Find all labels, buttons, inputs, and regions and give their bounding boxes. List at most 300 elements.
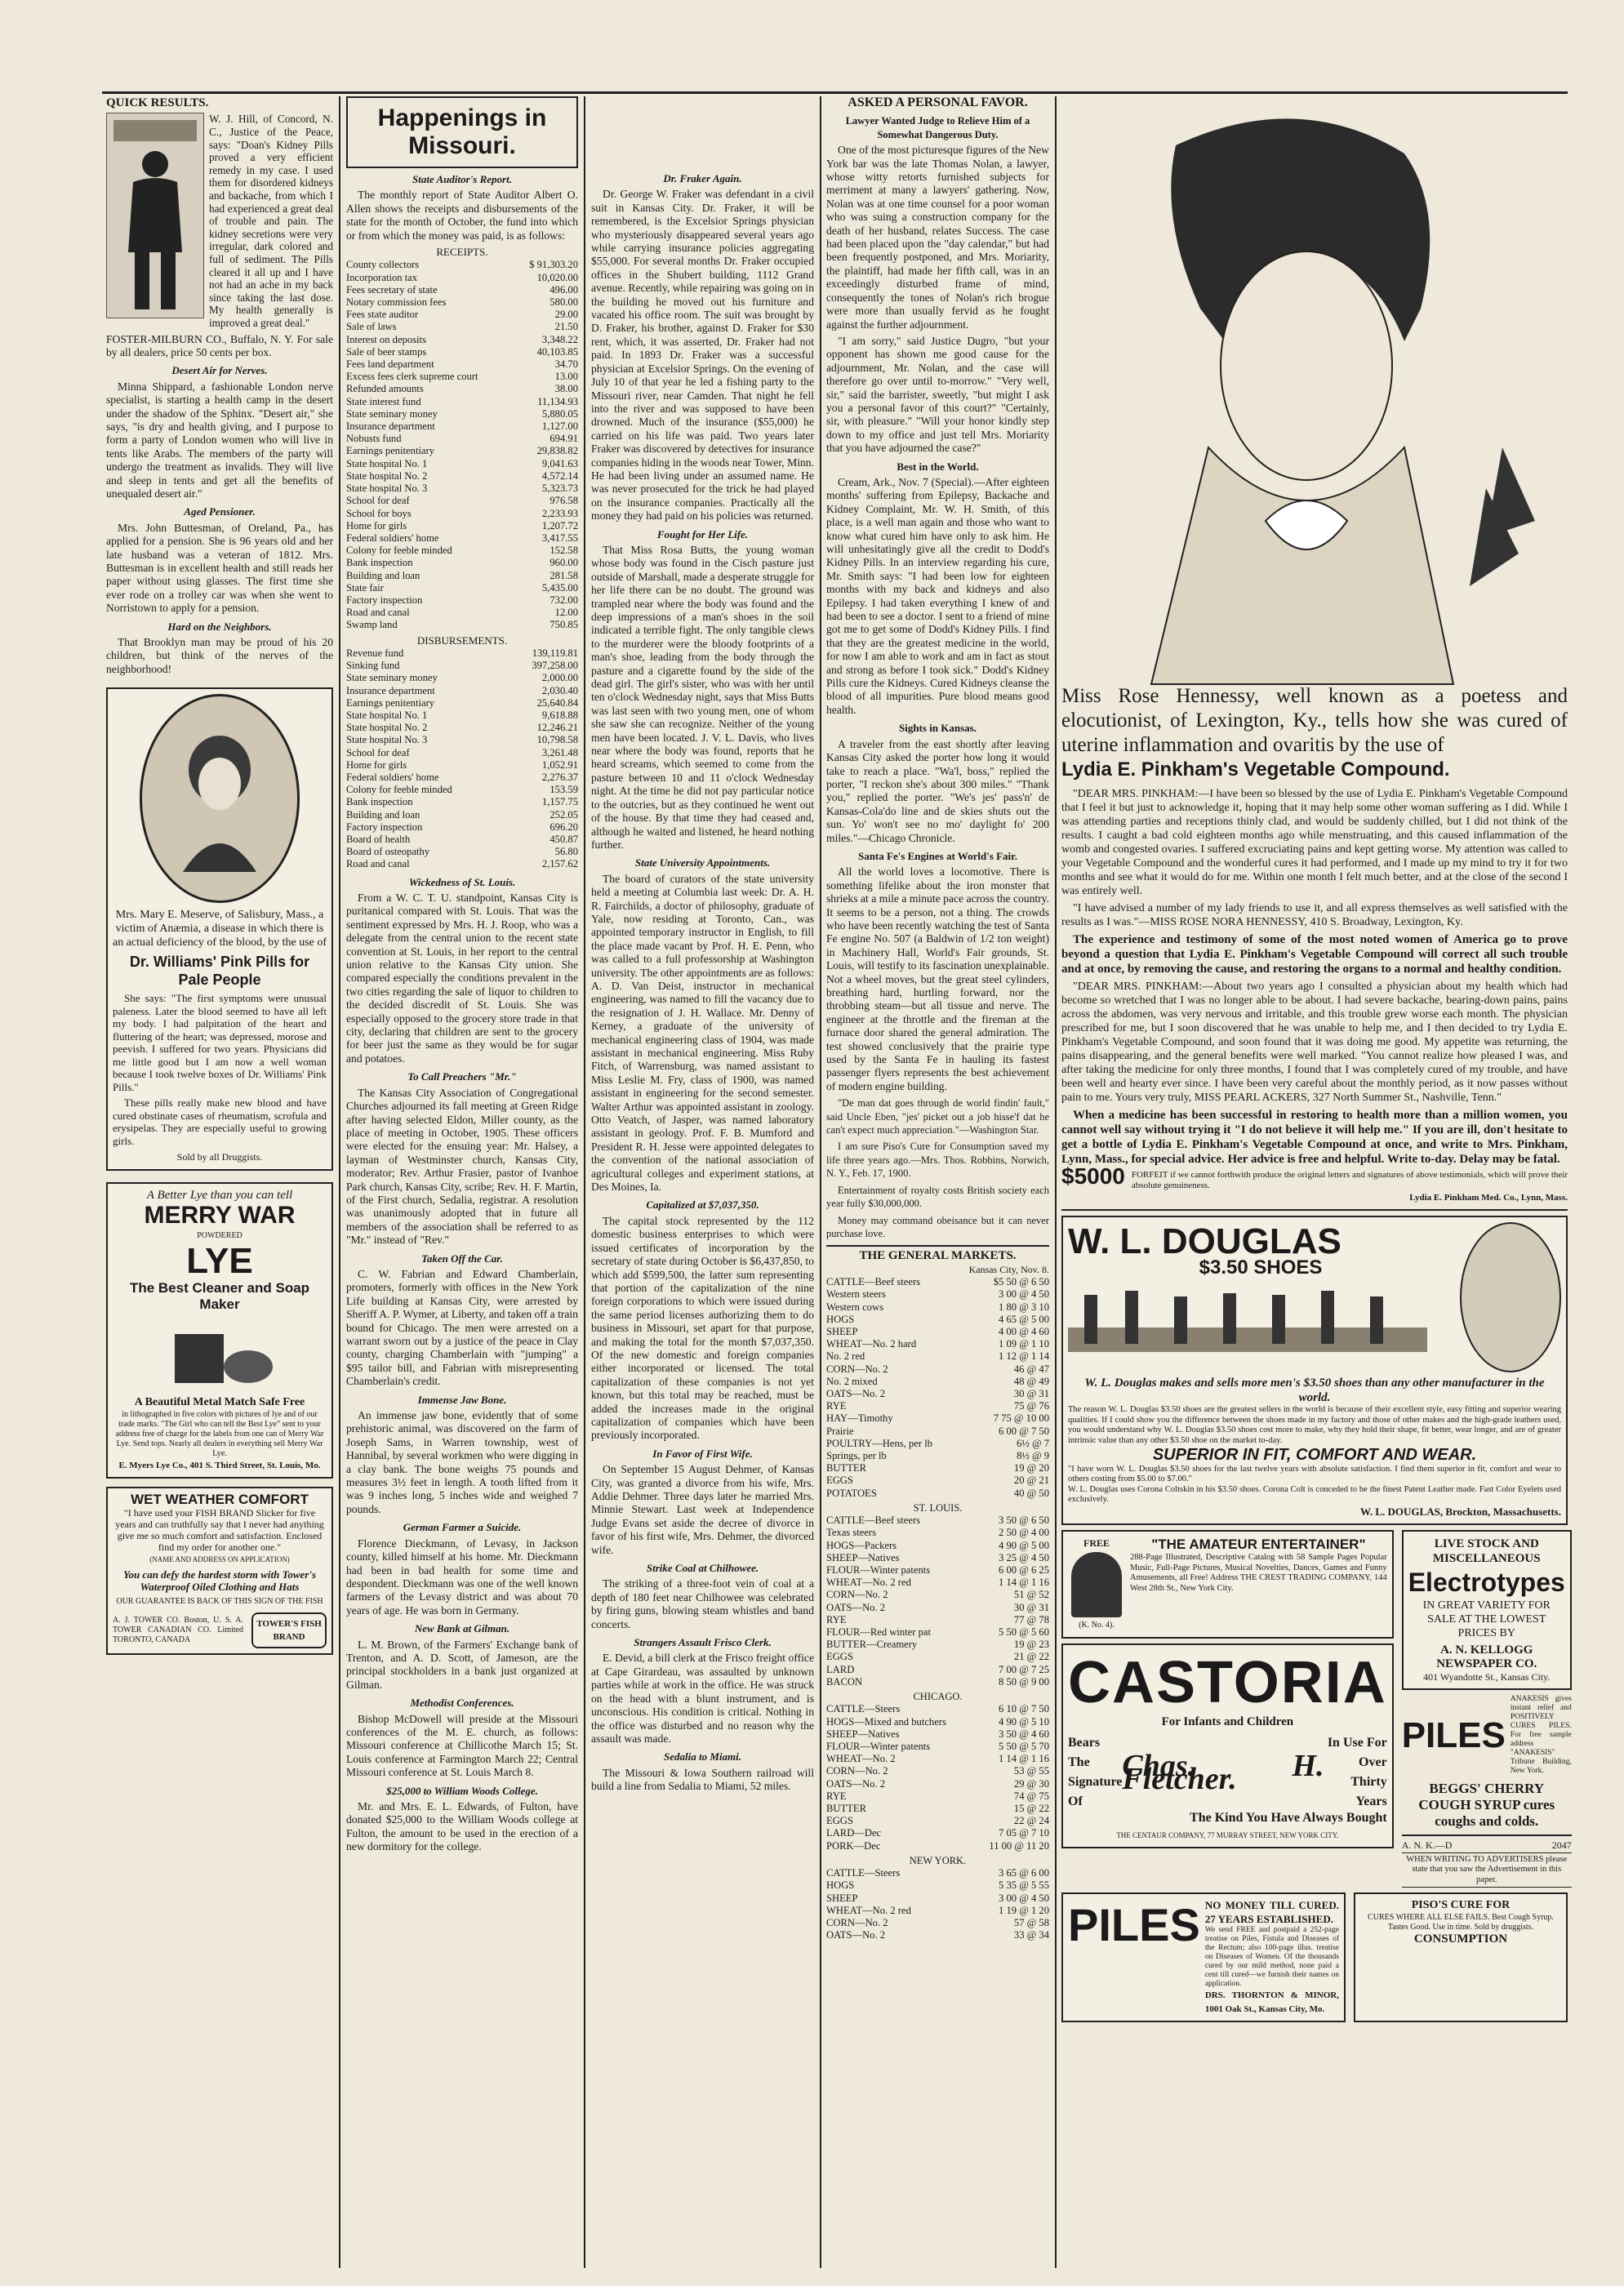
row-value: 2,030.40 <box>541 684 578 696</box>
desert-title: Desert Air for Nerves. <box>171 364 268 377</box>
column-rule-4 <box>1055 96 1057 2268</box>
row-label: Nobusts fund <box>346 433 402 445</box>
table-row <box>346 396 578 408</box>
row-value: 48 @ 49 <box>1013 1375 1049 1387</box>
row-label: CORN—No. 2 <box>826 1765 888 1777</box>
table-row <box>346 272 578 284</box>
row-label: Fees state auditor <box>346 309 419 321</box>
row-label: SHEEP—Natives <box>826 1551 900 1563</box>
row-label: RYE <box>826 1613 847 1626</box>
table-row <box>346 284 578 296</box>
row-label: Texas steers <box>826 1527 877 1539</box>
row-label: RYE <box>826 1400 847 1412</box>
column-5 <box>1061 96 1572 2268</box>
piles2-text: We send FREE and postpaid a 252-page treatise on Piles, Fistula and Diseases of the Rectum; also 100-page illus. treatise on Diseases of Women. Of the thousands cured by our mild method, none paid a cent till cured—we furnish their names on application. <box>1204 1926 1339 1989</box>
table-row <box>346 796 578 808</box>
pinkham-letter-1: "DEAR MRS. PINKHAM:—I have been so blessed by the use of Lydia E. Pinkham's Vegetable Compound that I feel it but just to acknowledge it, hoping that it may help some other woman suffering as I did. While I was attending parties and receptions thinly clad, and would be suddenly chilled, but I did not think of the results. I caught a bad cold eighteen months ago while menstruating, and this caused inflammation of the womb and congested ovaries. I suffered excruciating pains and kept getting worse. My attention was called to your Vegetable Compound and the wonderful cures it had performed, and I made up my mind to try it for two months and see what it would do for me. Within one month I felt much better, and at the close of the second I was entirely well. <box>1061 788 1568 897</box>
piles2-co: DRS. THORNTON & MINOR, 1001 Oak St., Kansas City, Mo. <box>1204 1990 1339 2014</box>
row-label: Building and loan <box>346 808 420 821</box>
row-label: Prairie <box>826 1425 854 1437</box>
stl-title: ST. LOUIS. <box>913 1501 963 1514</box>
pinkham-bold-2: When a medicine has been successful in restoring to health more than a million women, you cannot well say without trying it "I do not believe it will help me." If you are ill, don't hesitate to get a bottle of Lydia E. Pinkham's Vegetable Compound at once, and write to Mrs. Pinkham, Lynn, Mass., for special advice. Her advice is free and helpful. Write to-day. Delay may be fatal. <box>1061 1109 1568 1166</box>
wet-text: "I have used your FISH BRAND Slicker for five years and can truthfully say that I never had anything give me so much comfort and satisfaction. Enclosed find my order for another one." <box>115 1506 324 1553</box>
kansas-title: Sights in Kansas. <box>898 722 977 735</box>
table-row <box>826 1676 1049 1688</box>
table-row <box>346 570 578 582</box>
row-value: 281.58 <box>549 569 578 581</box>
doans-ad <box>106 113 333 359</box>
row-value: 153.59 <box>549 784 578 796</box>
when-writing: WHEN WRITING TO ADVERTISERS please state that you saw the Advertisement in this paper. <box>1402 1852 1572 1888</box>
table-row <box>346 334 578 346</box>
row-value: 77 @ 78 <box>1013 1613 1049 1626</box>
table-row <box>826 1288 1049 1301</box>
row-value: 5,880.05 <box>541 407 578 420</box>
lye-can-illustration <box>158 1318 281 1391</box>
table-row <box>826 1412 1049 1425</box>
castoria-signature: Chas. H. Fletcher. <box>1122 1749 1324 1797</box>
row-value: 10,020.00 <box>536 271 578 283</box>
row-value: 5 50 @ 5 60 <box>999 1626 1049 1639</box>
row-value: 9,041.63 <box>541 457 578 469</box>
row-label: SHEEP <box>826 1325 858 1337</box>
row-label: Refunded amounts <box>346 383 424 395</box>
row-value: 7 75 @ 10 00 <box>993 1412 1049 1425</box>
row-value: 46 @ 47 <box>1013 1363 1049 1375</box>
row-value: 40,103.85 <box>536 345 578 358</box>
row-label: CORN—No. 2 <box>826 1589 888 1601</box>
row-label: Earnings penitentiary <box>346 696 435 709</box>
row-label: Board of health <box>346 833 411 845</box>
wet-co: A. J. TOWER CO. Boston, U. S. A. TOWER CANADIAN CO. Limited TORONTO, CANADA <box>113 1615 243 1644</box>
castoria-right: In Use For Over Thirty Years <box>1327 1736 1387 1809</box>
row-value: $5 50 @ 6 50 <box>993 1276 1049 1288</box>
desert-text: Minna Shippard, a fashionable London nerve specialist, is starting a health camp in the desert under the shadow of the Sphinx. "Desert air," she says, "is dry and health giving, and I purpose to form a party of London women who will live in tents like Arabs. The members of the party will undergo the treatment as invalids. They will live and sleep in tents and get all the benefits of unequaled desert air." <box>106 380 333 500</box>
row-label: No. 2 mixed <box>826 1375 878 1387</box>
row-label: Sinking fund <box>346 660 400 672</box>
meth-title: Methodist Conferences. <box>410 1697 514 1710</box>
row-label: Road and canal <box>346 607 410 619</box>
table-row <box>826 1602 1049 1614</box>
table-row <box>346 408 578 420</box>
row-value: 4 90 @ 5 00 <box>999 1539 1049 1551</box>
pinkham-brand: Lydia E. Pinkham's Vegetable Compound. <box>1061 758 1450 781</box>
table-row <box>826 1314 1049 1326</box>
row-value: 56.80 <box>554 846 578 858</box>
electro-top: LIVE STOCK AND MISCELLANEOUS <box>1432 1537 1541 1566</box>
row-label: Western steers <box>826 1288 886 1301</box>
row-label: State hospital No. 3 <box>346 483 428 495</box>
table-row <box>826 1892 1049 1905</box>
row-label: Board of osteopathy <box>346 846 430 858</box>
piles-word: PILES <box>1401 1714 1506 1755</box>
row-label: BUTTER <box>826 1462 866 1474</box>
wet-tag: You can defy the hardest storm with Tower's Waterproof Oiled Clothing and Hats <box>122 1568 317 1594</box>
ny-title: NEW YORK. <box>909 1854 967 1866</box>
douglas-small: The reason W. L. Douglas $3.50 shoes are the greatest sellers in the world is because of their excellent style, easy fitting and superior wearing qualities. If I could show you the difference between the shoes made in my factory and those of other makes and the high-grade leathers used, you would understand why W. L. Douglas $3.50 shoes cost more to make, why they hold their shape, fit better, wear longer, and are of greater intrinsic value than any other $3.50 shoe on the market to-day. <box>1068 1405 1561 1445</box>
row-value: 1,207.72 <box>541 519 578 531</box>
table-row <box>826 1376 1049 1388</box>
table-row <box>826 1425 1049 1438</box>
table-row <box>826 1664 1049 1676</box>
row-value: 2,233.93 <box>541 507 578 519</box>
row-value: 3,348.22 <box>541 333 578 345</box>
row-value: 11 00 @ 11 20 <box>989 1839 1049 1852</box>
row-label: Bank inspection <box>346 557 413 569</box>
lye-cleaner: The Best Cleaner and Soap Maker <box>129 1280 310 1313</box>
row-label: HOGS <box>826 1879 855 1892</box>
row-value: 29.00 <box>554 309 578 321</box>
car-text: C. W. Fabrian and Edward Chamberlain, promoters, formerly with offices in the New York Life building at Kansas City, were arrested by Sheriff A. P. Wymer, at Liberty, and taken off a train bound for Chicago. The men were arrested on a warrant sworn out by a justice of the peace in Clay county, charging Chamberlain with "jumping" a $95 tailor bill, and Fabrian with misrepresenting Chamberlain's credit. <box>346 1267 578 1388</box>
favor-title: ASKED A PERSONAL FAVOR. <box>848 96 1028 109</box>
douglas-superior: SUPERIOR IN FIT, COMFORT AND WEAR. <box>1152 1446 1477 1465</box>
table-row <box>346 607 578 619</box>
quick-results-text: W. J. Hill, of Concord, N. C., Justice of the Peace, says: "Doan's Kidney Pills proved a very efficient remedy in my case. I used them for disordered kidneys and backache, from which I had experienced a great deal of trouble and pain. The kidney secretions were very irregular, dark colored and full of sediment. The Pills cleared it all up and I have not had an ache in my back since taking the last dose. My health generally is improved a great deal." <box>209 113 333 329</box>
electro-big: Electrotypes <box>1408 1568 1565 1598</box>
row-label: Federal soldiers' home <box>346 531 439 544</box>
missouri-header <box>346 96 578 168</box>
row-value: 9,618.88 <box>541 709 578 721</box>
row-label: Interest on deposits <box>346 333 426 345</box>
aged-title: Aged Pensioner. <box>184 505 256 518</box>
jaw-text: An immense jaw bone, evidently that of some prehistoric animal, was discovered on the farm of Joseph Sams, in Warren township, west of Hannibal, by several workmen who were digging in a clay bank. The bone weighs 75 pounds and measures 3½ feet in length. A tooth lifted from it was 9 inches long, 5 inches wide and weighed 7 pounds. <box>346 1409 578 1515</box>
table-row <box>346 697 578 709</box>
column-rule-2 <box>584 96 585 2268</box>
tower-fish-brand-ad <box>106 1487 333 1655</box>
table-row <box>346 647 578 660</box>
univ-title: State University Appointments. <box>634 856 771 869</box>
row-label: Bank inspection <box>346 796 413 808</box>
farmer-text: Florence Dieckmann, of Levasy, in Jackson county, killed himself at his home. Mr. Dieckmann had been in bad health for some time and despondent. Dieckmann was one of the well known farmers of the Levasy district and was about 70 years of age. He was born in Germany. <box>346 1537 578 1617</box>
table-row <box>826 1577 1049 1589</box>
row-label: No. 2 red <box>826 1350 865 1363</box>
auditor-title: State Auditor's Report. <box>412 173 512 185</box>
column-2 <box>346 96 578 2268</box>
row-label: CORN—No. 2 <box>826 1363 888 1375</box>
cap-text: The capital stock represented by the 112 domestic business enterprises to which were issued certificates of incorporation by the secretary of state during October is $6,437,850, to which add $599,500, the latter sum representing that portion of the capitalization of the nine foreign corporations to which were issued during the same period licenses authorizing them to do business in Missouri, set apart for that purpose, and making the total for the month $7,037,350. Of the new domestic and foreign companies either incorporated or licensed. The total capitalization of these companies is not yet known, but this total may be reached, must be added the increases made in the original capitalization of companies which have been previously incorporated. <box>591 1214 814 1442</box>
kansas-text: A traveler from the east shortly after leaving Kansas City asked the porter how long it would take to reach a place. "Wa'l, boss," replied the porter, "I reckon she's about 300 miles." "Thank you," replied the porter. "We's jes' pass'n' de Kansas-Cola'do line and de skies shuts out the sun. Yo' won't see no mo' daylight fo' 200 miles."—Chicago Chronicle. <box>826 737 1049 844</box>
table-row <box>826 1765 1049 1777</box>
table-row <box>346 532 578 545</box>
disbursements-title: DISBURSEMENTS. <box>416 634 508 647</box>
row-value: 496.00 <box>549 283 578 296</box>
row-value: 53 @ 55 <box>1013 1765 1049 1777</box>
row-value: 6 00 @ 6 25 <box>999 1564 1049 1576</box>
aged-text: Mrs. John Buttesman, of Oreland, Pa., has applied for a pension. She is 96 years old and her late husband was a veteran of 1812. Mrs. Buttesman is in excellent health and still reads her paper without using glasses. The first time she ever rode on a trolley car was when she went to Norristown to apply for a pension. <box>106 521 333 615</box>
row-value: 21 @ 22 <box>1013 1651 1049 1663</box>
row-value: 450.87 <box>549 833 578 845</box>
row-value: 19 @ 23 <box>1013 1639 1049 1651</box>
row-value: 51 @ 52 <box>1013 1589 1049 1601</box>
row-label: Fees secretary of state <box>346 283 438 296</box>
row-label: FLOUR—Winter patents <box>826 1741 931 1753</box>
table-row <box>826 1462 1049 1474</box>
table-row <box>826 1827 1049 1839</box>
row-label: OATS—No. 2 <box>826 1929 886 1941</box>
table-row <box>826 1474 1049 1487</box>
piso-testimonial: I am sure Piso's Cure for Consumption saved my life three years ago.—Mrs. Thos. Robbins, Norwich, N. Y., Feb. 17, 1900. <box>826 1141 1049 1180</box>
row-label: EGGS <box>826 1651 853 1663</box>
table-row <box>826 1564 1049 1577</box>
table-row <box>826 1552 1049 1564</box>
piso-cure-ad <box>1354 1892 1568 2022</box>
douglas-portrait-illustration <box>1460 1222 1561 1372</box>
table-row <box>826 1803 1049 1815</box>
row-label: LARD <box>826 1663 855 1675</box>
row-label: HOGS <box>826 1313 855 1325</box>
row-label: State hospital No. 1 <box>346 709 428 721</box>
row-value: 580.00 <box>549 296 578 309</box>
pinkham-caption: Miss Rose Hennessy, well known as a poetess and elocutionist, of Lexington, Ky., tells how she was cured of uterine inflammation and ovaritis by the use of <box>1061 685 1568 756</box>
row-value: 750.85 <box>549 619 578 631</box>
table-row <box>346 358 578 371</box>
row-label: RYE <box>826 1790 847 1802</box>
jaw-title: Immense Jaw Bone. <box>417 1393 507 1406</box>
row-value: 1 80 @ 3 10 <box>999 1301 1049 1313</box>
table-row <box>826 1639 1049 1651</box>
row-value: 22 @ 24 <box>1013 1815 1049 1827</box>
row-label: Sale of laws <box>346 321 397 333</box>
row-label: State fair <box>346 581 384 594</box>
preach-title: To Call Preachers "Mr." <box>407 1070 517 1083</box>
row-label: Federal soldiers' home <box>346 771 439 783</box>
lye-top: A Better Lye than you can tell <box>146 1188 293 1202</box>
row-value: 11,134.93 <box>537 395 578 407</box>
table-row <box>346 784 578 796</box>
row-value: 74 @ 75 <box>1013 1790 1049 1802</box>
row-value: 8 50 @ 9 00 <box>999 1675 1049 1688</box>
row-label: Insurance department <box>346 420 435 433</box>
table-row <box>346 858 578 870</box>
thornton-minor-ad <box>1061 1892 1346 2022</box>
quick-results-title: QUICK RESULTS. <box>106 96 209 109</box>
castoria-sub: For Infants and Children <box>1161 1715 1294 1729</box>
table-row <box>346 709 578 722</box>
table-row <box>346 672 578 684</box>
row-label: Insurance department <box>346 684 435 696</box>
auditor-text: The monthly report of State Auditor Albert O. Allen shows the receipts and disbursements of the state for the month of October, the fund into which or from which the money was paid, is as follows: <box>346 189 578 242</box>
row-value: 1 12 @ 1 14 <box>999 1350 1049 1363</box>
row-value: 33 @ 34 <box>1013 1929 1049 1941</box>
row-value: 10,798.58 <box>536 734 578 746</box>
life-text: That Miss Rosa Butts, the young woman whose body was found in the Cisch pasture just outside of Marshall, made a desperate struggle for her life there can be no doubt. The ground was trampled near where the body was found and the deep impressions of a man's shoes in the soil indicated a terrible fight. The only tangible clews to the murderer were the bloody footprints of a man's shoe, leading from the body through the pasture and a cigarette found by the side of the dead girl. The girl's sister, who was with her until ten o'clock Wednesday night, says that Miss Butts was last seen with two young men, one of whom she saw she can recognize. Neither of the young men have been located. J. V. L. Davis, who lives near where the body was found, reports that he heard screams, which seemed to come from the pasture between 10 and 11 o'clock Wednesday night. At the time he did not pay particular notice to the outcries, but as they continued he went out of the house. By that time they had ceased and, although he waited and listened, he heard nothing further. <box>591 543 814 851</box>
uncle-eben-quote: "De man dat goes through de world findin' fault," said Uncle Eben, "jes' picket out a job hisse'f dat he can't expect much appreciation."—Washington Star. <box>826 1097 1049 1136</box>
table-row <box>826 1326 1049 1338</box>
lye-match: A Beautiful Metal Match Safe Free <box>134 1396 305 1409</box>
column-rule-1 <box>339 96 340 2268</box>
table-row <box>826 1867 1049 1879</box>
column-3 <box>591 167 814 2268</box>
british-note: Entertainment of royalty costs British society each year fully $30,000,000. <box>826 1184 1049 1210</box>
table-row <box>346 759 578 772</box>
fraker-text: Dr. George W. Fraker was defendant in a civil suit in Kansas City. Dr. Fraker, it will be remembered, is the Excelsior Springs physician who mysteriously disappeared several years ago while carrying insurance policies aggregating $55,000. For several months Dr. Fraker occupied offices in the Shubert building, 1112 Grand avenue. Recently, while repairing was going on in the building he moved out his furniture and vacated his office room. The suit was brought by D. Fraker, his brother, against D. Fraker for $30 rent, which, it was asserted, Dr. Fraker had not paid. In 1893 Dr. Fraker was a successful physician at Excelsior Springs. On the evening of July 10 of that year he led a fishing party to the Missouri river, near Camden. That night he fell into the river and was supposed to have been drowned. Much of the insurance ($55,000) he carried on his life was paid. Two years later Fraker was discovered by detectives for insurance companies hiding in the woods near Tower, Minn. He had been living under an assumed name. He was never prosecuted for the trick he had played on the insurance companies. Practically all the money they had paid on his policies was returned. <box>591 188 814 523</box>
electrotypes-ad <box>1402 1530 1572 1690</box>
table-row <box>346 846 578 858</box>
table-row <box>346 834 578 846</box>
row-value: 20 @ 21 <box>1013 1474 1049 1487</box>
row-label: CORN—No. 2 <box>826 1917 888 1929</box>
row-label: CATTLE—Steers <box>826 1703 901 1715</box>
table-row <box>346 508 578 520</box>
row-label: CATTLE—Beef steers <box>826 1514 921 1527</box>
frisco-title: Strangers Assault Frisco Clerk. <box>634 1636 772 1649</box>
santa-title: Santa Fe's Engines at World's Fair. <box>857 849 1018 862</box>
markets-sub: Kansas City, Nov. 8. <box>968 1263 1049 1275</box>
row-label: Factory inspection <box>346 821 423 833</box>
sold-by: Sold by all Druggists. <box>176 1151 263 1163</box>
meserve-body: She says: "The first symptoms were unusual paleness. Later the blood seemed to have all left my body. I had palpitation of the heart and fluttering of the heart; was depressed, morose and peevish. I suffered for two years. Physicians did me little good but I am now a well woman because I took twelve boxes of Dr. Williams' Pink Pills." <box>113 992 327 1093</box>
table-row <box>346 582 578 594</box>
row-label: CATTLE—Beef steers <box>826 1276 921 1288</box>
row-value: 8½ @ 9 <box>1017 1449 1049 1461</box>
row-value: 7 00 @ 7 25 <box>999 1663 1049 1675</box>
table-row <box>346 309 578 321</box>
receipts-title: RECEIPTS. <box>436 246 488 259</box>
row-value: 694.91 <box>549 433 578 445</box>
row-value: 40 @ 50 <box>1013 1487 1049 1499</box>
amateur-free-label: FREE <box>1083 1537 1110 1550</box>
table-row <box>346 445 578 457</box>
meth-text: Bishop McDowell will preside at the Missouri conferences of the M. E. church, as follows: Missouri conference at Chillicothe March 15; St. Louis conference at Farmington March 22; Central Missouri conference at St. Louis March 8. <box>346 1712 578 1779</box>
lye-word: LYE <box>186 1241 253 1282</box>
missouri-header-title: Happenings in Missouri. <box>377 105 547 159</box>
row-value: 4 00 @ 4 60 <box>999 1325 1049 1337</box>
shoe-crowd-illustration <box>1068 1279 1453 1352</box>
univ-text: The board of curators of the state university held a meeting at Columbia last week: Dr. A. H. R. Fairchilds, a doctor of philosophy, graduate of Yale, now residing at Toronto, Can., was appointed temporary instructor in English, to fill the place made vacant by Prof. H. E. Penn, who was called to a full professorship at Washington university. The other appointments are as follows: A. D. Van Deist, instructor in mechanical engineering, was named to fill the vacancy due to the resignation of J. H. Wallace. Mr. Denny of Kerney, a graduate of the university of mechanical engineering class of 1904, was made assistant in mechanical engineering. Miss Ruby Fitch, of Warrensburg, was named assistant to Miss Leslie M. Fry, class of 1900, was named assistant in engineering for the second semester. Walter Arthur was appointed assistant in zoology. Otto Veatch, of Jasper, was named laboratory assistant in geology. Prof. F. B. Mumford and President R. H. Jesse were appointed delegates to the convention of the national association of agricultural colleges and experiment stations, at Des Moines, Ia. <box>591 872 814 1194</box>
row-label: Western cows <box>826 1301 883 1313</box>
top-rule <box>102 91 1568 94</box>
row-label: Colony for feeble minded <box>346 545 452 557</box>
merry-war-lye-ad <box>106 1182 333 1479</box>
table-row <box>346 722 578 734</box>
forfeit-co: Lydia E. Pinkham Med. Co., Lynn, Mass. <box>1409 1193 1568 1203</box>
row-label: CATTLE—Steers <box>826 1867 901 1879</box>
kc-markets-table <box>826 1276 1049 1500</box>
row-label: School for deaf <box>346 746 410 758</box>
row-value: 75 @ 76 <box>1013 1400 1049 1412</box>
row-value: 12.00 <box>554 607 578 619</box>
row-value: 15 @ 22 <box>1013 1803 1049 1815</box>
lye-small: in lithographed in five colors with pictures of lye and of our trade marks. "The Girl who can tell the Best Lye" sent to your address free of charge for the labels from one can of Merry War Lye. Send tops. Nearly all dealers in everything sell Merry War Lye. <box>115 1409 324 1458</box>
table-row <box>346 619 578 631</box>
column-rule-3 <box>820 96 821 2268</box>
row-value: 252.05 <box>549 808 578 821</box>
piles2-head: NO MONEY TILL CURED. 27 YEARS ESTABLISHED. <box>1204 1899 1339 1925</box>
castoria-word: CASTORIA <box>1068 1650 1387 1716</box>
row-value: 152.58 <box>549 545 578 557</box>
table-row <box>346 520 578 532</box>
castoria-co: THE CENTAUR COMPANY, 77 MURRAY STREET, NEW YORK CITY. <box>1116 1830 1339 1839</box>
table-row <box>826 1400 1049 1412</box>
table-row <box>346 495 578 507</box>
row-value: 1,052.91 <box>541 758 578 771</box>
table-row <box>346 296 578 309</box>
row-label: WHEAT—No. 2 <box>826 1753 896 1765</box>
row-label: PORK—Dec <box>826 1839 881 1852</box>
woods-text: Mr. and Mrs. E. L. Edwards, of Fulton, have donated $25,000 to the William Woods college at Fulton, the amount to be used in the erection of a new dormitory for the college. <box>346 1800 578 1853</box>
row-value: 4 90 @ 5 10 <box>999 1715 1049 1728</box>
table-row <box>826 1790 1049 1803</box>
row-value: 2,000.00 <box>541 672 578 684</box>
coal-text: The striking of a three-foot vein of coal at a depth of 180 feet near Chilhowee was celebrated by firing guns, blowing steam whistles and band concerts. <box>591 1577 814 1630</box>
row-label: WHEAT—No. 2 red <box>826 1577 911 1589</box>
row-label: Revenue fund <box>346 647 404 659</box>
quick-results-sig: FOSTER-MILBURN CO., Buffalo, N. Y. For sale by all dealers, price 50 cents per box. <box>106 332 333 358</box>
pinkham-letter-2: "DEAR MRS. PINKHAM:—About two years ago I consulted a physician about my health which had become so wretched that I was no longer able to be about. I had severe backache, bearing-down pains, pains across the abdomen, was very nervous and irritable, and this trouble grew worse each month. The physician prescribed for me, but I soon discovered that he was unable to help me, and I then decided to try Lydia E. Pinkham's Vegetable Compound, and soon found that it was doing me good. My appetite was returning, the pains disappearing, and the general benefits were well marked. "You cannot realize how pleased I was, and after taking the medicine for only three months, I found that I was completely cured of my trouble, and have been well and hearty ever since. I have been very careful about the monthly period, as it now passes without pain to me. Yours very truly, MISS PEARL ACKERS, 327 North Summer St., Nashville, Tenn." <box>1061 981 1568 1104</box>
row-value: 38.00 <box>554 383 578 395</box>
best-title: Best in the World. <box>897 460 979 473</box>
row-label: Building and loan <box>346 569 420 581</box>
douglas-shoes-ad <box>1061 1216 1568 1525</box>
row-label: School for boys <box>346 507 412 519</box>
row-label: State interest fund <box>346 395 421 407</box>
row-value: 3,261.48 <box>541 746 578 758</box>
hard-text: That Brooklyn man may be proud of his 20 children, but think of the nerves of the neighborhood! <box>106 636 333 675</box>
favor-sub: Lawyer Wanted Judge to Relieve Him of a Somewhat Dangerous Duty. <box>845 115 1030 140</box>
row-value: 34.70 <box>554 358 578 371</box>
table-row <box>826 1589 1049 1601</box>
bank-text: L. M. Brown, of the Farmers' Exchange bank of Trenton, and A. D. Scott, of Jameson, are the principal stockholders in a bank just organized at Gilman. <box>346 1638 578 1691</box>
table-row <box>826 1651 1049 1663</box>
frisco-text: E. Devid, a bill clerk at the Frisco freight office at Cape Girardeau, was assaulted by unknown parties while at work in the office. He was struck on the head with a blunt instrument, and is unconscious. His condition is critical. Nothing in the office was disturbed and no reason why the assault was made. <box>591 1652 814 1745</box>
row-value: 19 @ 20 <box>1013 1462 1049 1474</box>
row-value: 1 14 @ 1 16 <box>999 1577 1049 1589</box>
car-title: Taken Off the Car. <box>421 1252 503 1265</box>
row-label: BUTTER—Creamery <box>826 1639 918 1651</box>
row-value: 3 50 @ 6 50 <box>999 1514 1049 1527</box>
row-label: Excess fees clerk supreme court <box>346 371 478 383</box>
row-label: Home for girls <box>346 758 407 771</box>
row-value: 3 50 @ 4 60 <box>999 1728 1049 1740</box>
wet-note: (NAME AND ADDRESS ON APPLICATION) <box>149 1554 290 1563</box>
pink-pills-brand: Dr. Williams' Pink Pills for Pale People <box>129 954 310 989</box>
table-row <box>346 557 578 569</box>
douglas-foot: W. L. Douglas uses Corona Coltskin in his $3.50 shoes. Corona Colt is conceded to be the finest Patent Leather made. Fast Color Eyelets used exclusively. <box>1068 1484 1561 1505</box>
table-row <box>346 660 578 672</box>
piles2-word: PILES <box>1068 1899 1200 1951</box>
pinkham-bold: The experience and testimony of some of the most noted women of America go to prove beyond a question that Lydia E. Pinkham's Vegetable Compound will correct all such trouble and at once, by removing the cause, and restoring the organs to a normal and healthy condition. <box>1061 933 1568 976</box>
castoria-ad <box>1061 1643 1394 1848</box>
row-label: BUTTER <box>826 1803 866 1815</box>
row-label: WHEAT—No. 2 hard <box>826 1338 917 1350</box>
ny-markets-table <box>826 1867 1049 1941</box>
row-label: OATS—No. 2 <box>826 1601 886 1613</box>
row-label: HOGS—Mixed and butchers <box>826 1715 946 1728</box>
row-value: 29 @ 30 <box>1013 1777 1049 1790</box>
bank-title: New Bank at Gilman. <box>414 1622 510 1635</box>
row-value: 976.58 <box>549 495 578 507</box>
column-4 <box>826 96 1049 2268</box>
column-1 <box>106 96 333 2268</box>
row-value: 397,258.00 <box>532 660 578 672</box>
row-label: OATS—No. 2 <box>826 1777 886 1790</box>
row-label: County collectors <box>346 259 420 271</box>
douglas-claim: W. L. Douglas makes and sells more men's $3.50 shoes than any other manufacturer in the world. <box>1084 1376 1545 1405</box>
row-label: FLOUR—Winter patents <box>826 1564 931 1576</box>
electro-mid: IN GREAT VARIETY FOR SALE AT THE LOWEST PRICES BY <box>1422 1599 1551 1640</box>
meserve-body-2: These pills really make new blood and have cured obstinate cases of rheumatism, scrofula and erysipelas. They are especially useful to growing girls. <box>113 1096 327 1147</box>
row-value: 2,157.62 <box>541 858 578 870</box>
table-row <box>826 1815 1049 1827</box>
meserve-text: Mrs. Mary E. Meserve, of Salisbury, Mass., a victim of Anæmia, a disease in which there is an actual deficiency of the blood, by the use of <box>113 909 327 950</box>
amateur-text: 288-Page Illustrated, Descriptive Catalog with 58 Sample Pages Popular Music, Full-Page Pictures, Musical Novelties, Dances, Games and Funny Amusements, all Free! Address THE CREST TRADING COMPANY, 144 West 28th St., New York City. <box>1130 1553 1387 1593</box>
stl-markets-table <box>826 1514 1049 1688</box>
table-row <box>346 809 578 821</box>
anakesis-ad <box>1402 1695 1572 1776</box>
electro-co: A. N. KELLOGG NEWSPAPER CO. <box>1436 1643 1537 1670</box>
table-row <box>826 1363 1049 1376</box>
row-label: HAY—Timothy <box>826 1412 893 1425</box>
